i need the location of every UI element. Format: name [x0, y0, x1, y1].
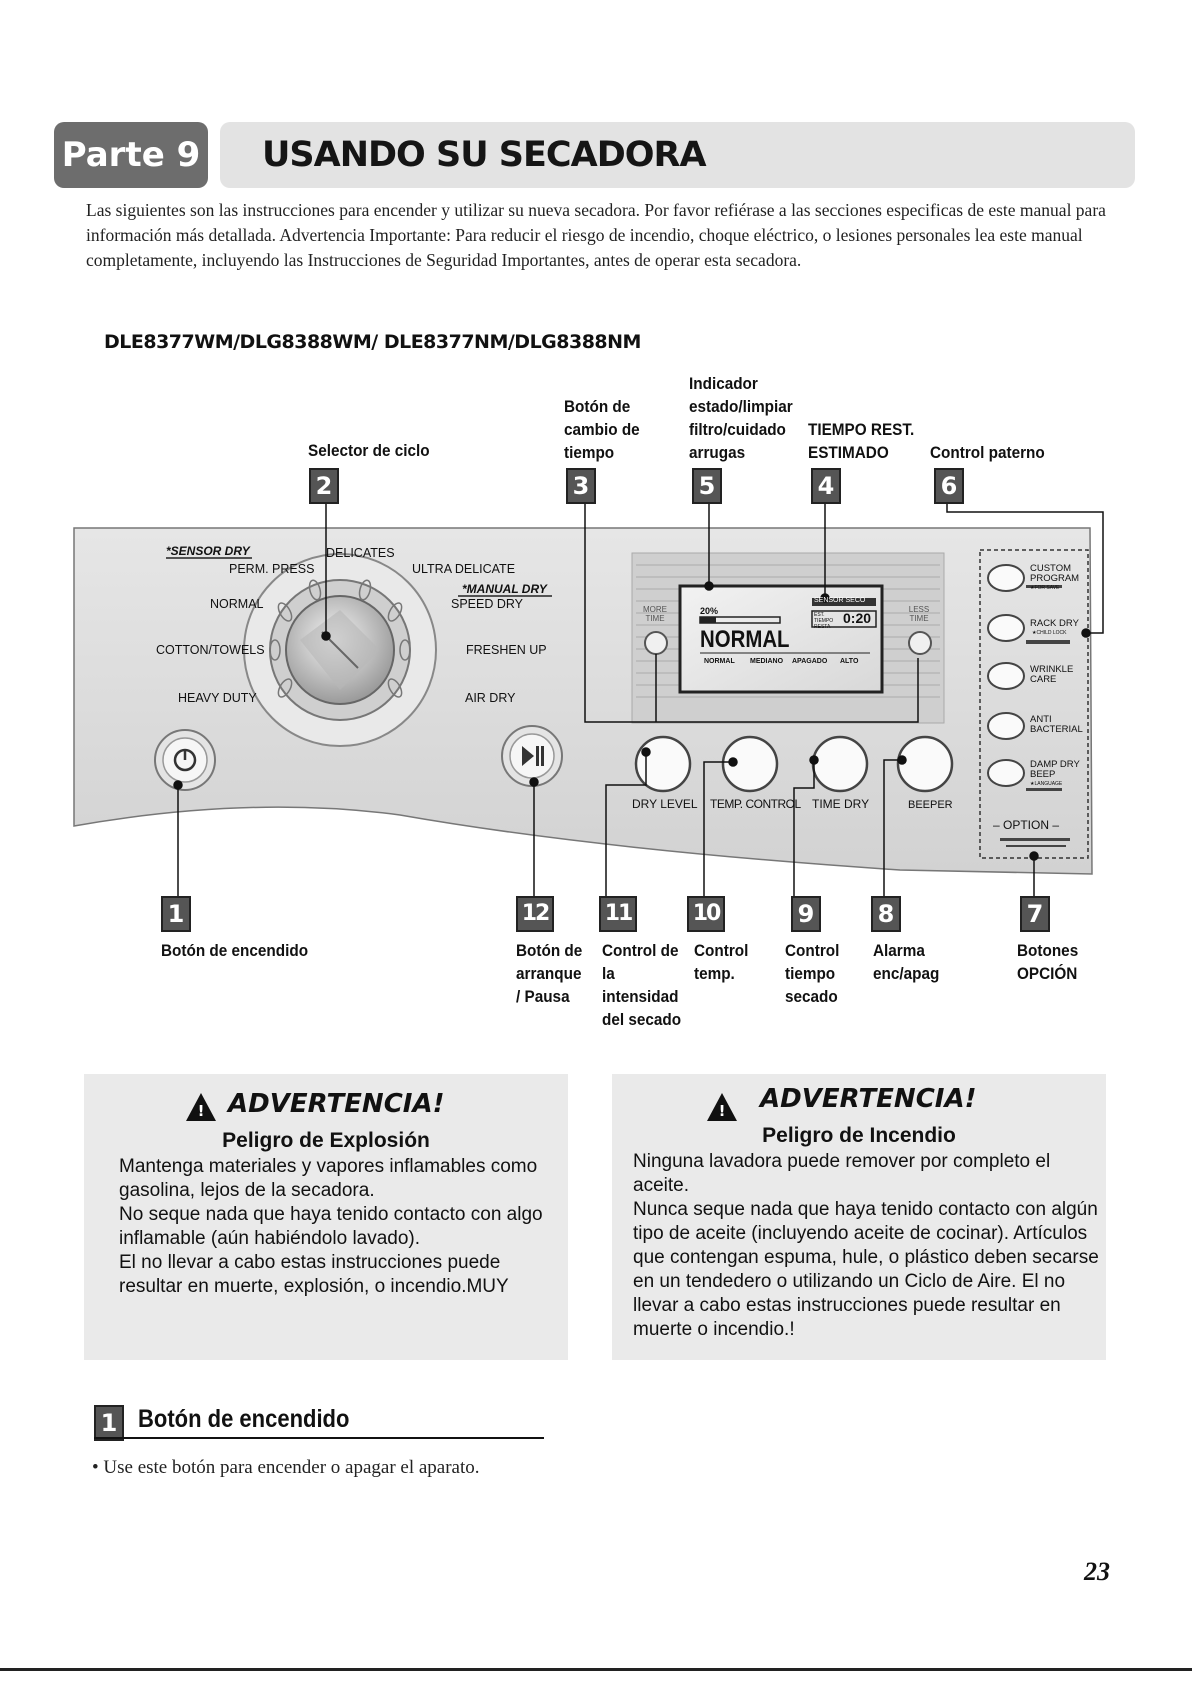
option-button-2	[988, 615, 1024, 641]
label-estimated-time: TIEMPO REST. ESTIMADO	[808, 420, 915, 462]
beeper-button	[898, 737, 952, 791]
option-label-4: ANTI BACTERIAL	[1030, 714, 1083, 735]
option-label-3: WRINKLE CARE	[1030, 664, 1074, 685]
cycle-perm-press: PERM. PRESS	[229, 562, 315, 576]
page-number: 23	[1084, 1557, 1110, 1586]
option-button-3	[988, 663, 1024, 689]
more-time-label: MORE TIME	[643, 605, 667, 623]
callout-9: 9	[791, 896, 821, 932]
cycle-normal: NORMAL	[210, 597, 264, 611]
lcd-percent: 20%	[700, 606, 719, 616]
less-time-label: LESS TIME	[908, 605, 930, 623]
option-sub-2: ★CHILD LOCK	[1032, 630, 1067, 636]
part-badge: Parte 9	[54, 122, 208, 188]
cycle-air-dry: AIR DRY	[465, 691, 516, 705]
lcd-level-alto: ALTO	[840, 658, 859, 665]
label-time-change-button: Botón de cambio de tiempo	[564, 397, 640, 462]
beeper-label: BEEPER	[908, 799, 953, 811]
warning-heading: ADVERTENCIA!	[760, 1084, 977, 1114]
label-parental-control: Control paterno	[930, 443, 1045, 462]
cycle-speed-dry: SPEED DRY	[451, 597, 524, 611]
cycle-delicates: DELICATES	[326, 546, 395, 560]
section-number-icon: 1	[94, 1405, 124, 1441]
time-dry-label: TIME DRY	[812, 797, 870, 811]
lcd-level-mediano: MEDIANO	[750, 658, 784, 665]
temp-control-label: TEMP. CONTROL	[710, 797, 801, 811]
section-title: Botón de encendido	[138, 1405, 350, 1433]
manual-dry-label: *MANUAL DRY	[462, 582, 547, 596]
callout-6: 6	[934, 468, 964, 504]
callout-11: 11	[599, 896, 637, 932]
page-bottom-rule	[0, 1668, 1192, 1671]
option-label-1: CUSTOM PROGRAM	[1030, 563, 1080, 584]
option-group-label: – OPTION –	[993, 818, 1060, 832]
intro-paragraph: Las siguientes son las instrucciones para encender y utilizar su nueva secadora. Por favor refiérase a las secciones especificas de este manual para información más detallada. Advertencia Importante: Para reducir el riesgo de incendio, choque eléctrico, o lesiones personales lea este manual completamente, incluyendo las Instrucciones de Seguridad Importantes, antes de operar esta secadora.	[86, 200, 1106, 270]
label-dry-level: Control de la intensidad del secado	[602, 941, 682, 1029]
callout-2: 2	[309, 468, 339, 504]
option-button-1	[988, 565, 1024, 591]
more-time-button	[645, 632, 667, 654]
cycle-freshen-up: FRESHEN UP	[466, 643, 547, 657]
dry-level-label: DRY LEVEL	[632, 797, 698, 811]
section-bullet: • Use este botón para encender o apagar el aparato.	[92, 1457, 480, 1478]
option-label-2: RACK DRY	[1030, 618, 1079, 629]
label-option-buttons: Botones OPCIÓN	[1017, 941, 1079, 983]
label-time-dry: Control tiempo secado	[785, 941, 840, 1006]
callout-8: 8	[871, 896, 901, 932]
warning-body: Mantenga materiales y vapores inflamables como gasolina, lejos de la secadora. No seque nada que haya tenido contacto con algo inflamable (aún habiéndolo lavado). El no llevar a cabo estas instrucciones puede resultar en muerte, explosión, o incendio.MUY	[119, 1156, 543, 1297]
warning-body: Ninguna lavadora puede remover por completo el aceite. Nunca seque nada que haya tenido contacto con algún tipo de aceite (incluyendo aceite de cocinar). Artículos que contengan espuma, hule, o plástico deben secarse en un tendedero o utilizando un Ciclo de Aire. El no llevar a cabo estas instrucciones puede resultar en muerte o incendio.!	[633, 1151, 1099, 1340]
less-time-button	[909, 632, 931, 654]
warning-heading: ADVERTENCIA!	[228, 1089, 445, 1119]
lcd-time-label: EST. TIEMPO RESTA	[814, 612, 834, 630]
time-dry-button	[813, 737, 867, 791]
option-sub-5: ★LANGUAGE	[1030, 781, 1063, 787]
callout-5: 5	[692, 468, 722, 504]
callout-1: 1	[161, 896, 191, 932]
lcd-level-apagado: APAGADO	[792, 658, 828, 665]
label-cycle-selector: Selector de ciclo	[308, 441, 430, 460]
lcd-cycle: NORMAL	[700, 626, 790, 653]
cycle-heavy-duty: HEAVY DUTY	[178, 691, 257, 705]
section-underline	[94, 1437, 544, 1439]
callout-7: 7	[1020, 896, 1050, 932]
option-sub-1: ★FOR SAVE	[1030, 585, 1060, 591]
cycle-cotton-towels: COTTON/TOWELS	[156, 643, 265, 657]
option-button-5	[988, 760, 1024, 786]
lcd-time: 0:20	[843, 610, 872, 626]
warning-subheading: Peligro de Incendio	[762, 1124, 956, 1147]
sensor-dry-label: *SENSOR DRY	[166, 544, 250, 558]
callout-12: 12	[516, 896, 554, 932]
cycle-ultra-delicate: ULTRA DELICATE	[412, 562, 516, 576]
label-beeper: Alarma enc/apag	[873, 941, 940, 983]
label-start-pause: Botón de arranque / Pausa	[516, 941, 583, 1006]
option-button-4	[988, 713, 1024, 739]
page-title: USANDO SU SECADORA	[262, 135, 706, 175]
dry-level-button	[636, 737, 690, 791]
warning-subheading: Peligro de Explosión	[222, 1129, 430, 1152]
label-temp-control: Control temp.	[694, 941, 749, 983]
callout-3: 3	[566, 468, 596, 504]
label-power-button: Botón de encendido	[161, 941, 309, 960]
callout-4: 4	[811, 468, 841, 504]
callout-10: 10	[687, 896, 725, 932]
model-numbers: DLE8377WM/DLG8388WM/ DLE8377NM/DLG8388NM	[104, 331, 641, 353]
option-label-5: DAMP DRY BEEP	[1030, 759, 1080, 780]
lcd-level-normal: NORMAL	[704, 658, 735, 665]
label-status-indicator: Indicador estado/limpiar filtro/cuidado arrugas	[689, 374, 793, 462]
lcd-sensor-label: SENSOR SECO	[814, 597, 866, 604]
